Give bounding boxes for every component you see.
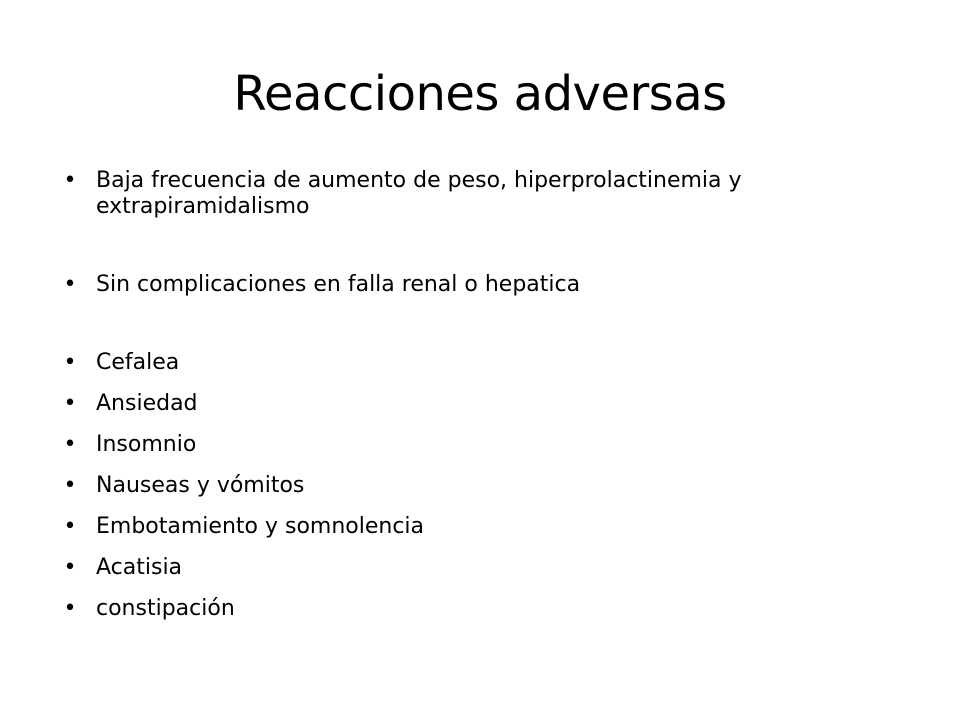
bullet-icon: • (63, 596, 77, 621)
bullet-item (60, 272, 910, 298)
bullet-list (60, 168, 910, 637)
bullet-item (60, 555, 910, 581)
bullet-text: constipación (96, 596, 235, 621)
bullet-icon: • (63, 350, 77, 375)
bullet-text: Acatisia (96, 555, 183, 580)
bullet-icon: • (63, 514, 77, 539)
bullet-icon: • (63, 555, 77, 580)
bullet-text: Sin complicaciones en falla renal o hepatica (96, 272, 581, 297)
bullet-item (60, 168, 910, 220)
bullet-text: Ansiedad (96, 391, 198, 416)
bullet-item (60, 432, 910, 458)
bullet-icon: • (63, 391, 77, 416)
bullet-icon: • (63, 473, 77, 498)
bullet-item (60, 391, 910, 417)
bullet-item (60, 514, 910, 540)
bullet-icon: • (63, 432, 77, 457)
bullet-icon: • (63, 168, 77, 193)
bullet-item (60, 473, 910, 499)
bullet-icon: • (63, 272, 77, 297)
bullet-text: Insomnio (96, 432, 197, 457)
bullet-text: Baja frecuencia de aumento de peso, hiperprolactinemia y extrapiramidalismo (96, 168, 742, 219)
bullet-text: Cefalea (96, 350, 180, 375)
bullet-text: Embotamiento y somnolencia (96, 514, 425, 539)
slide-title: Reacciones adversas (233, 66, 727, 122)
bullet-text: Nauseas y vómitos (96, 473, 305, 498)
bullet-item (60, 596, 910, 622)
bullet-item (60, 350, 910, 376)
